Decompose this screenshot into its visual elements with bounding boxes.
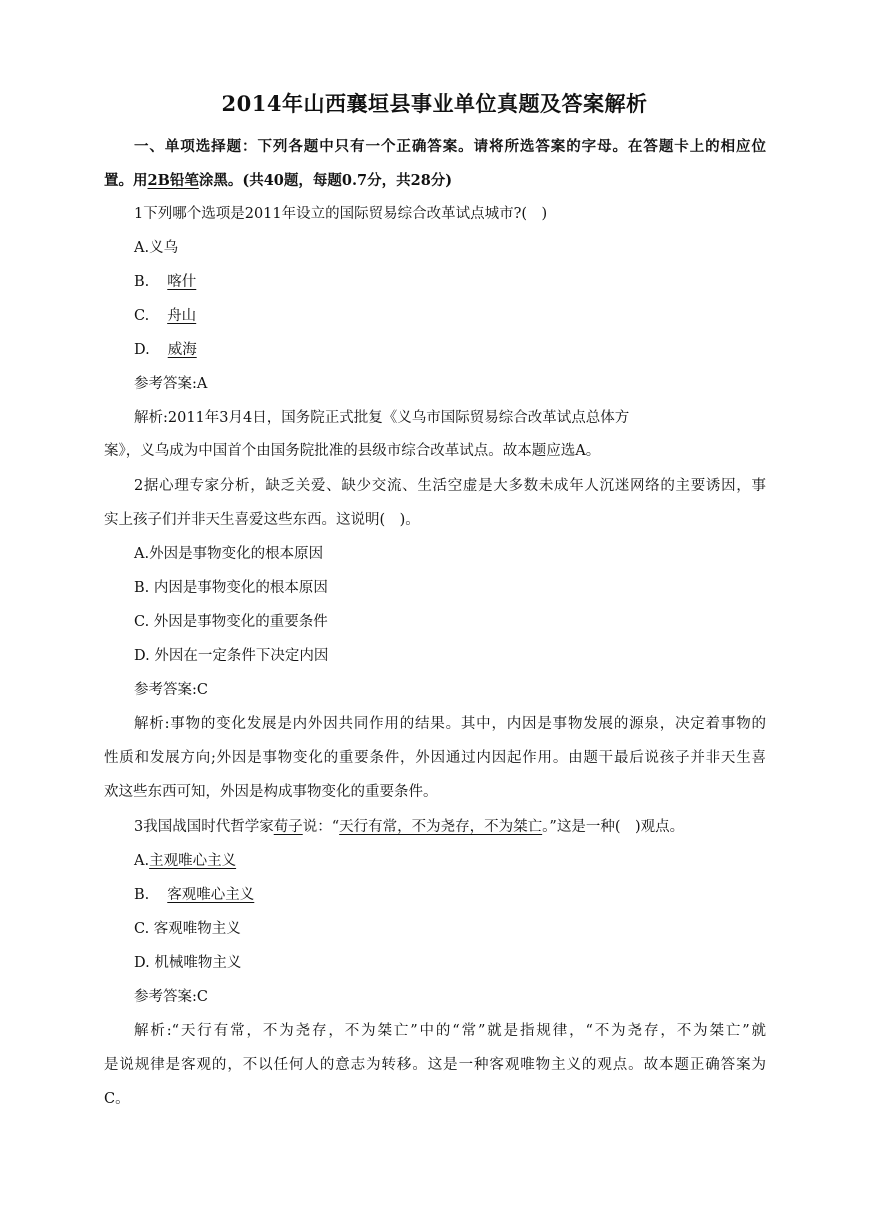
q3-option-a xyxy=(134,851,236,871)
q2-option-d: D. 外因在一定条件下决定内因 xyxy=(134,648,329,664)
q2-explanation-line1: 解析:事物的变化发展是内外因共同作用的结果。其中，内因是事物发展的源泉，决定着事物的 xyxy=(134,716,766,732)
q1-option-c-label: C. xyxy=(134,308,150,324)
q3-stem-text-c: 。”这是一种( )观点。 xyxy=(542,819,685,835)
q3-stem-quote: 天行有常，不为尧存，不为桀亡 xyxy=(339,819,543,835)
q3-stem-text-a: 3我国战国时代哲学家 xyxy=(134,819,274,835)
q3-explanation-line2: 是说规律是客观的，不以任何人的意志为转移。这是一种客观唯物主义的观点。故本题正确答案为 xyxy=(104,1057,766,1073)
q3-option-b-text: 客观唯心主义 xyxy=(167,887,255,903)
section-heading-line2 xyxy=(104,171,452,191)
q1-option-c-text: 舟山 xyxy=(167,308,197,324)
section-heading-line1: 一、单项选择题：下列各题中只有一个正确答案。请将所选答案的字母。在答题卡上的相应位 xyxy=(134,138,766,155)
q3-stem-text-b: 说：“ xyxy=(302,819,340,835)
q3-option-b xyxy=(134,885,254,905)
section-heading-text-a: 置。用 xyxy=(104,172,148,189)
q2-option-c: C. 外因是事物变化的重要条件 xyxy=(134,614,328,630)
q3-answer: 参考答案:C xyxy=(134,989,208,1005)
q1-option-d-label: D. xyxy=(134,342,150,358)
q3-option-a-text: 主观唯心主义 xyxy=(149,853,237,869)
q3-option-b-label: B. xyxy=(134,887,150,903)
q1-explanation-line2: 案》，义乌成为中国首个由国务院批准的县级市综合改革试点。故本题应选A。 xyxy=(104,443,601,459)
q1-option-d xyxy=(134,340,197,360)
q1-stem: 1下列哪个选项是2011年设立的国际贸易综合改革试点城市?( ) xyxy=(134,206,548,222)
q1-answer: 参考答案:A xyxy=(134,376,208,392)
q1-option-b xyxy=(134,272,196,292)
q1-option-d-text: 威海 xyxy=(167,342,197,358)
q3-stem xyxy=(134,817,684,837)
q3-explanation-line3: C。 xyxy=(104,1091,130,1107)
q3-option-a-label: A. xyxy=(134,853,150,869)
q3-option-c: C. 客观唯物主义 xyxy=(134,921,241,937)
q1-option-b-text: 喀什 xyxy=(167,274,197,290)
q1-option-b-label: B. xyxy=(134,274,150,290)
q1-explanation-line1: 解析:2011年3月4日，国务院正式批复《义乌市国际贸易综合改革试点总体方 xyxy=(134,410,630,426)
section-heading-underlined: 2B铅笔 xyxy=(147,172,199,189)
q3-option-d: D. 机械唯物主义 xyxy=(134,955,242,971)
q2-explanation-line2: 性质和发展方向;外因是事物变化的重要条件，外因通过内因起作用。由题干最后说孩子并非天生喜 xyxy=(104,750,766,766)
q2-stem-line2: 实上孩子们并非天生喜爱这些东西。这说明( )。 xyxy=(104,512,420,528)
q2-option-a: A.外因是事物变化的根本原因 xyxy=(134,546,324,562)
q2-stem-line1: 2据心理专家分析，缺乏关爱、缺少交流、生活空虚是大多数未成年人沉迷网络的主要诱因，事 xyxy=(134,478,766,494)
document-title: 2014年山西襄垣县事业单位真题及答案解析 xyxy=(221,91,648,116)
q1-option-a: A.义乌 xyxy=(134,240,179,256)
q2-option-b: B. 内因是事物变化的根本原因 xyxy=(134,580,328,596)
q3-stem-philosopher: 荀子 xyxy=(273,819,303,835)
q2-explanation-line3: 欢这些东西可知，外因是构成事物变化的重要条件。 xyxy=(104,784,438,800)
q3-explanation-line1: 解析:“天行有常，不为尧存，不为桀亡”中的“常”就是指规律，“不为尧存，不为桀亡”就 xyxy=(134,1023,766,1039)
q2-answer: 参考答案:C xyxy=(134,682,208,698)
section-heading-text-b: 涂黑。(共40题，每题0.7分，共28分) xyxy=(198,172,453,189)
q1-option-c xyxy=(134,306,196,326)
